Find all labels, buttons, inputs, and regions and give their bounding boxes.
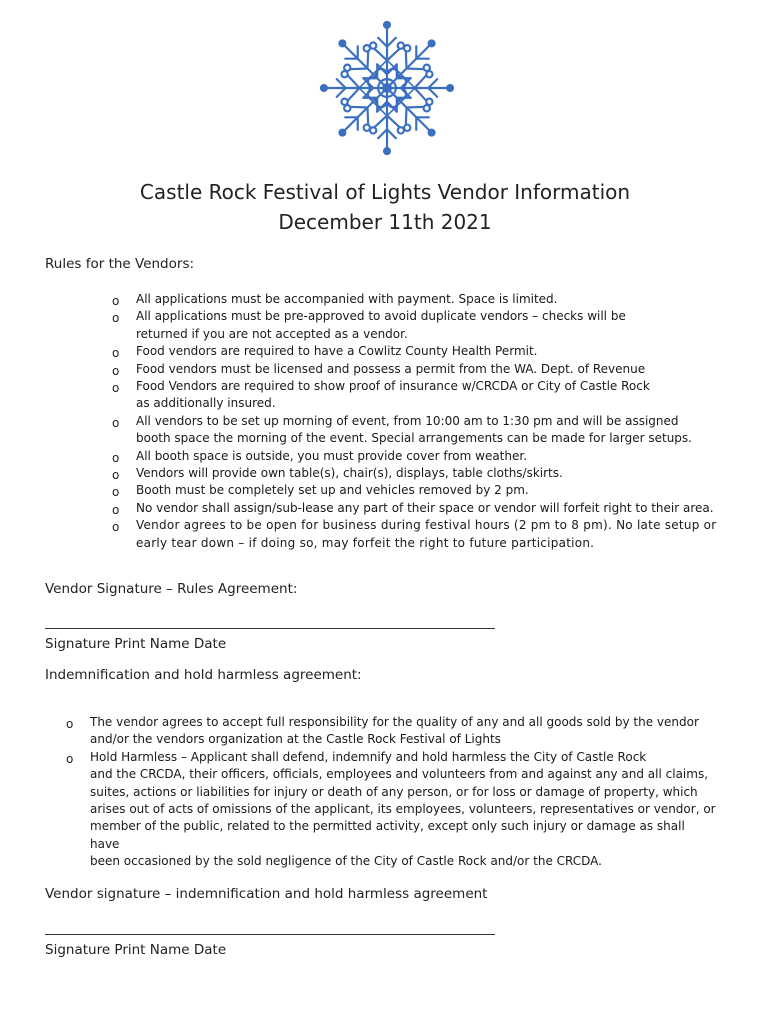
- indemnification-line: been occasioned by the sold negligence of the City of Castle Rock and/or the CRCDA.: [90, 854, 602, 869]
- rules-signature-heading: Vendor Signature – Rules Agreement:: [45, 581, 298, 597]
- indemnification-line: and/or the vendors organization at the Castle Rock Festival of Lights: [90, 732, 501, 747]
- document-title: Castle Rock Festival of Lights Vendor Information: [139, 180, 631, 204]
- rule-line: Vendors will provide own table(s), chair(s), displays, table cloths/skirts.: [136, 466, 563, 481]
- rule-line: Booth must be completely set up and vehicles removed by 2 pm.: [136, 483, 529, 498]
- rule-line: No vendor shall assign/sub-lease any part of their space or vendor will forfeit right to their area.: [136, 500, 714, 515]
- rule-line: returned if you are not accepted as a vendor.: [136, 326, 408, 341]
- list-item: [112, 361, 732, 378]
- indemnification-line: arises out of acts of omissions of the applicant, its employees, volunteers, representatives or vendor, or: [90, 802, 716, 817]
- rules-signature-label: Signature Print Name Date: [45, 636, 227, 652]
- list-item: [112, 482, 732, 499]
- rule-line: early tear down – if doing so, may forfeit the right to future participation.: [136, 535, 595, 550]
- bullet-icon: o: [112, 381, 120, 396]
- list-item: [112, 413, 732, 448]
- list-item: [112, 500, 732, 517]
- event-date: December 11th 2021: [278, 210, 492, 234]
- bullet-icon: o: [112, 502, 120, 517]
- list-item: [112, 448, 732, 465]
- rules-heading: Rules for the Vendors:: [45, 256, 195, 272]
- list-item: [66, 714, 716, 749]
- rule-line: All vendors to be set up morning of event, from 10:00 am to 1:30 pm and will be assigned: [136, 413, 679, 428]
- bullet-icon: o: [112, 294, 120, 308]
- list-item: [112, 517, 732, 552]
- list-item: [112, 343, 732, 360]
- rule-line: Food vendors are required to have a Cowlitz County Health Permit.: [136, 344, 538, 359]
- bullet-icon: o: [112, 450, 120, 465]
- list-item: [112, 378, 732, 413]
- rule-line: All applications must be accompanied with payment. Space is limited.: [136, 292, 558, 306]
- bullet-icon: o: [112, 346, 120, 361]
- list-item: [112, 291, 732, 308]
- list-item: [66, 749, 716, 871]
- indemnification-line: The vendor agrees to accept full responsibility for the quality of any and all goods sold by the vendor: [90, 715, 699, 729]
- bullet-icon: o: [112, 485, 120, 500]
- bullet-icon: o: [112, 415, 120, 430]
- bullet-icon: o: [112, 468, 120, 483]
- rule-line: Food Vendors are required to show proof of insurance w/CRCDA or City of Castle Rock: [136, 379, 650, 394]
- indemnification-line: suites, actions or liabilities for injury or death of any person, or for loss or damage of property, which: [90, 784, 698, 799]
- indemnification-list: [66, 714, 716, 871]
- rules-signature-line[interactable]: [45, 628, 495, 629]
- indemnification-signature-heading: Vendor signature – indemnification and hold harmless agreement: [45, 886, 488, 902]
- snowflake-icon: [318, 16, 456, 160]
- rule-line: booth space the morning of the event. Special arrangements can be made for larger setups.: [136, 431, 692, 446]
- indemnification-signature-line[interactable]: [45, 934, 495, 935]
- indemnification-heading: Indemnification and hold harmless agreement:: [45, 667, 362, 683]
- rule-line: All applications must be pre-approved to avoid duplicate vendors – checks will be: [136, 309, 626, 324]
- indemnification-signature-label: Signature Print Name Date: [45, 942, 227, 958]
- rule-line: as additionally insured.: [136, 396, 276, 411]
- bullet-icon: o: [112, 520, 120, 535]
- bullet-icon: o: [112, 363, 120, 378]
- bullet-icon: o: [66, 717, 74, 731]
- indemnification-line: member of the public, related to the permitted activity, except only such injury or damage as shall have: [90, 819, 685, 851]
- rule-line: Vendor agrees to be open for business during festival hours (2 pm to 8 pm). No late setup or: [136, 518, 717, 533]
- rule-line: Food vendors must be licensed and possess a permit from the WA. Dept. of Revenue: [136, 361, 646, 376]
- list-item: [112, 465, 732, 482]
- indemnification-line: and the CRCDA, their officers, officials, employees and volunteers from and against any and all claims,: [90, 767, 709, 782]
- list-item: [112, 308, 732, 343]
- indemnification-line: Hold Harmless – Applicant shall defend, indemnify and hold harmless the City of Castle Rock: [90, 749, 647, 764]
- rule-line: All booth space is outside, you must provide cover from weather.: [136, 448, 528, 463]
- bullet-icon: o: [112, 311, 120, 326]
- rules-list: [112, 291, 732, 552]
- bullet-icon: o: [66, 751, 74, 766]
